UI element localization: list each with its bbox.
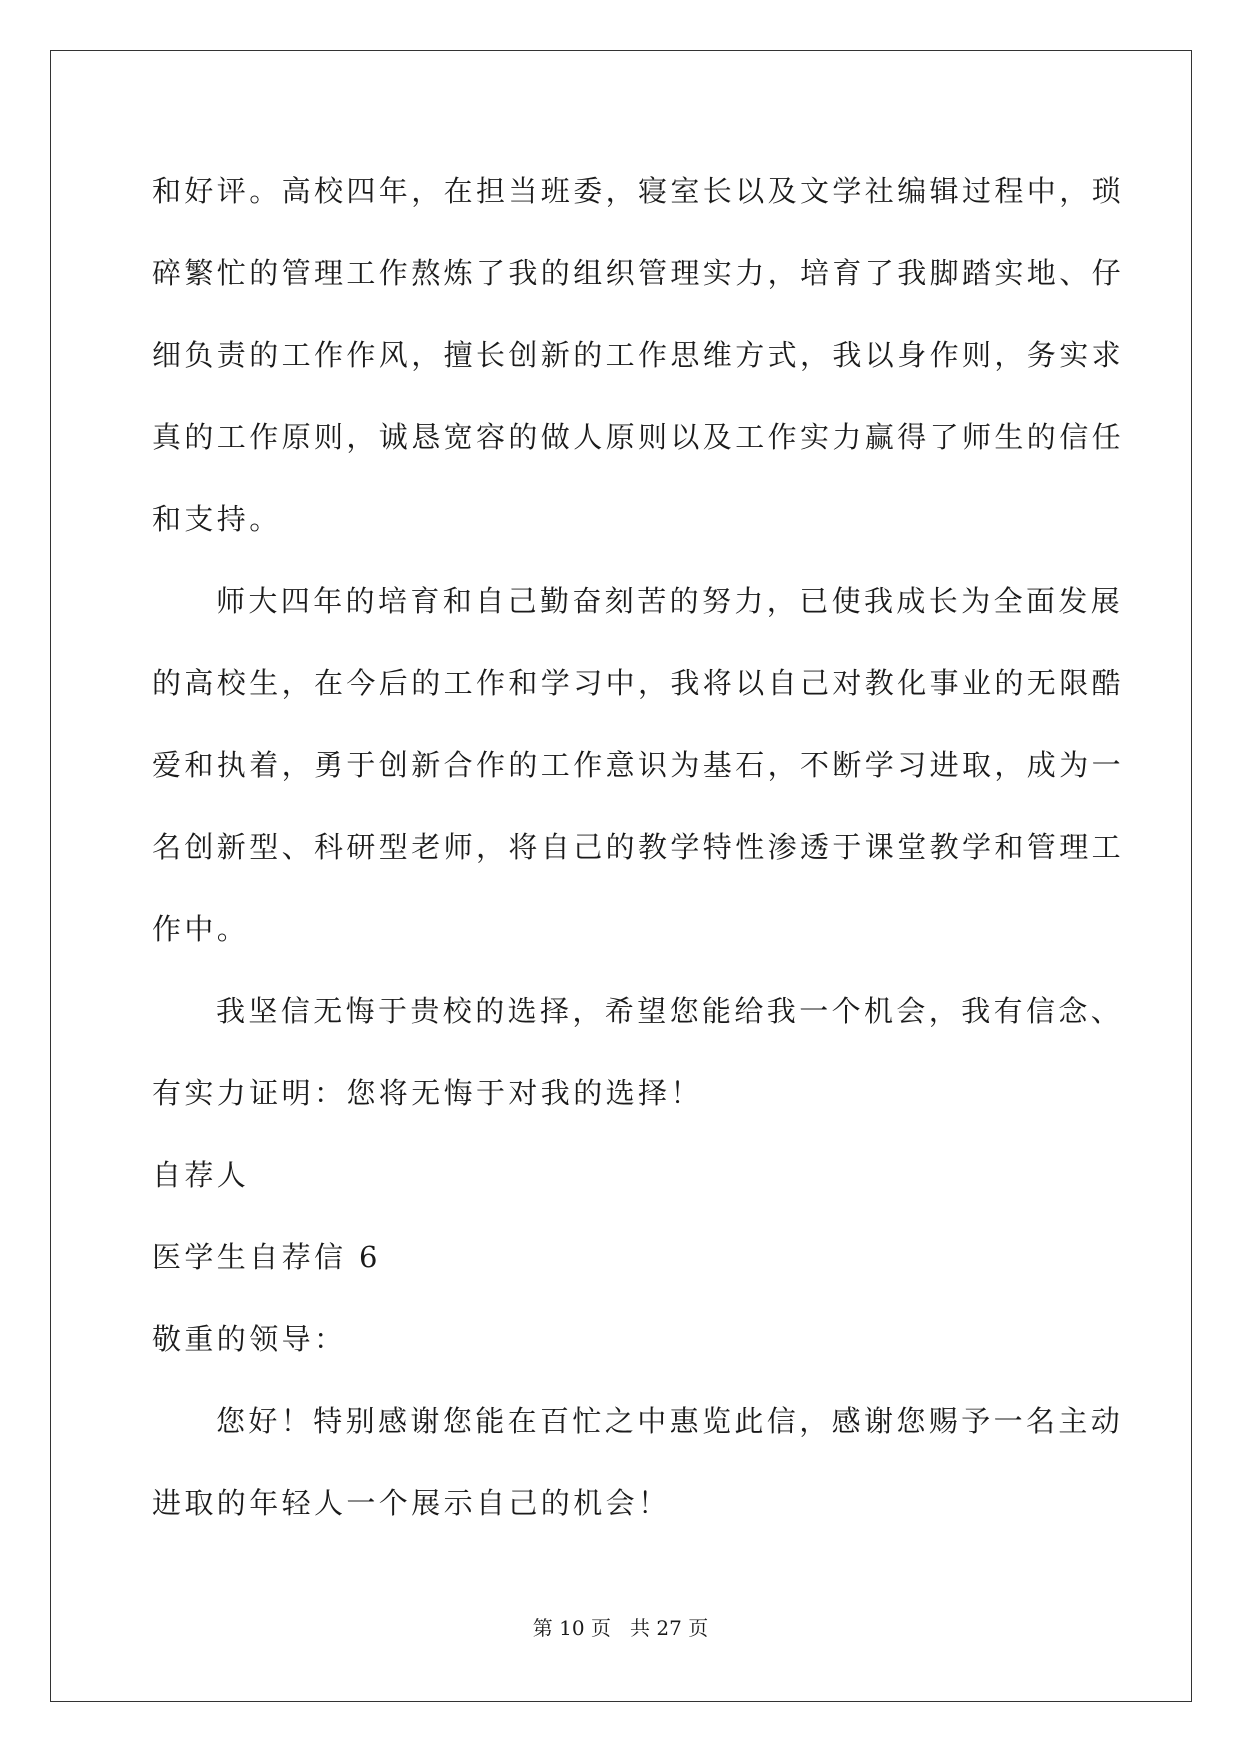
signature-line: 自荐人	[152, 1158, 250, 1192]
page-number-label: 第 10 页 共 27 页	[532, 1616, 709, 1640]
paragraph-start-line: 我坚信无悔于贵校的选择，希望您能给我一个机会，我有信念、	[216, 994, 1124, 1028]
page-number-footer	[0, 1612, 1241, 1641]
text-line: 名创新型、科研型老师，将自己的教学特性渗透于课堂教学和管理工	[152, 830, 1125, 864]
text-line: 爱和执着，勇于创新合作的工作意识为基石，不断学习进取，成为一	[152, 748, 1125, 782]
paragraph-start-line: 您好！特别感谢您能在百忙之中惠览此信，感谢您赐予一名主动	[216, 1404, 1124, 1438]
text-line: 碎繁忙的管理工作熬炼了我的组织管理实力，培育了我脚踏实地、仔	[152, 256, 1125, 290]
text-line: 和支持。	[152, 502, 282, 536]
text-line: 细负责的工作作风，擅长创新的工作思维方式，我以身作则，务实求	[152, 338, 1125, 372]
text-line: 真的工作原则，诚恳宽容的做人原则以及工作实力赢得了师生的信任	[152, 420, 1125, 454]
text-line: 和好评。高校四年，在担当班委，寝室长以及文学社编辑过程中，琐	[152, 174, 1125, 208]
text-line: 进取的年轻人一个展示自己的机会！	[152, 1486, 671, 1520]
section-title: 医学生自荐信 6	[152, 1240, 381, 1274]
text-line: 作中。	[152, 912, 250, 946]
salutation: 敬重的领导：	[152, 1322, 347, 1356]
paragraph-start-line: 师大四年的培育和自己勤奋刻苦的努力，已使我成长为全面发展	[216, 584, 1124, 618]
document-body	[152, 150, 1125, 1544]
text-line: 有实力证明：您将无悔于对我的选择！	[152, 1076, 703, 1110]
text-line: 的高校生，在今后的工作和学习中，我将以自己对教化事业的无限酷	[152, 666, 1125, 700]
